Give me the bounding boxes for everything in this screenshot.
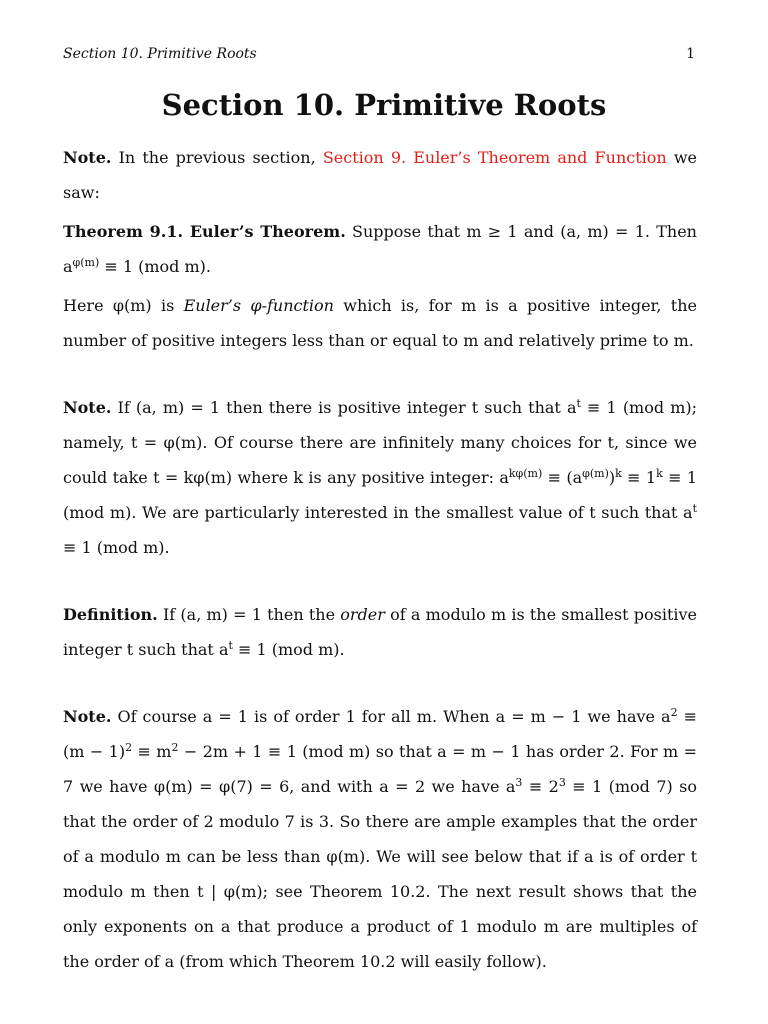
note-label: Note. [63,398,112,417]
euler-phi-term: Euler’s φ-function [183,296,334,315]
page-number: 1 [686,46,695,62]
note-label: Note. [63,707,112,726]
section-9-link[interactable]: Section 9. Euler’s Theorem and Function [322,148,667,167]
euler-phi-paragraph: Here φ(m) is Euler’s φ-function which is, for m is a positive integer, the number of positive integers less than or equal to m and relatively prime to m. [63,296,697,350]
note-paragraph-1: Note. In the previous section, Section 9. Euler’s Theorem and Function we saw: [63,148,698,202]
page-title: Section 10. Primitive Roots [161,88,607,122]
definition-label: Definition. [63,605,158,624]
note-paragraph-2: Note. If (a, m) = 1 then there is positive integer t such that $a^t \equiv 1$ (mod m); namely, t = φ(m). Of course there are infinitely many choices for t, since we could take t = kφ(m) where k is any positive integer: $a^{k\varphi(m)} \equiv (a^{\varphi(m)})^k \equiv 1^k \equiv 1$ (mod m). We are particularly interested in the smallest value of t such that $a^t \equiv 1$ (mod m). [63,397,698,557]
running-title: Section 10. Primitive Roots [63,46,257,62]
theorem-label: Theorem 9.1. Euler’s Theorem. [63,222,346,241]
running-header [63,46,695,62]
document-body [63,140,697,979]
order-term: order [340,605,385,624]
note-label: Note. [63,148,112,167]
definition-paragraph: Definition. If (a, m) = 1 then the order of a modulo m is the smallest positive integer t such that $a^t \equiv 1$ (mod m). [63,605,698,659]
theorem-9-1: Theorem 9.1. Euler’s Theorem. Suppose that m ≥ 1 and (a, m) = 1. Then $a^{\varphi(m)} \equiv 1$ (mod m). [63,222,697,276]
note-paragraph-3: Note. Of course a = 1 is of order 1 for all m. When a = m − 1 we have $a^2 \equiv (m - 1)^2 \equiv m^2 - 2m + 1 \equiv 1$ (mod m) so that a = m − 1 has order 2. For m = 7 we have φ(m) = φ(7) = 6, and with a = 2 we have $a^3 \equiv 2^3 \equiv 1$ (mod 7) so that the order of 2 modulo 7 is 3. So there are ample examples that the order of a modulo m can be less than φ(m). We will see below that if a is of order t modulo m then t | φ(m); see Theorem 10.2. The next result shows that the only exponents on a that produce a product of 1 modulo m are multiples of the order of a (from which Theorem 10.2 will easily follow). [63,706,698,971]
